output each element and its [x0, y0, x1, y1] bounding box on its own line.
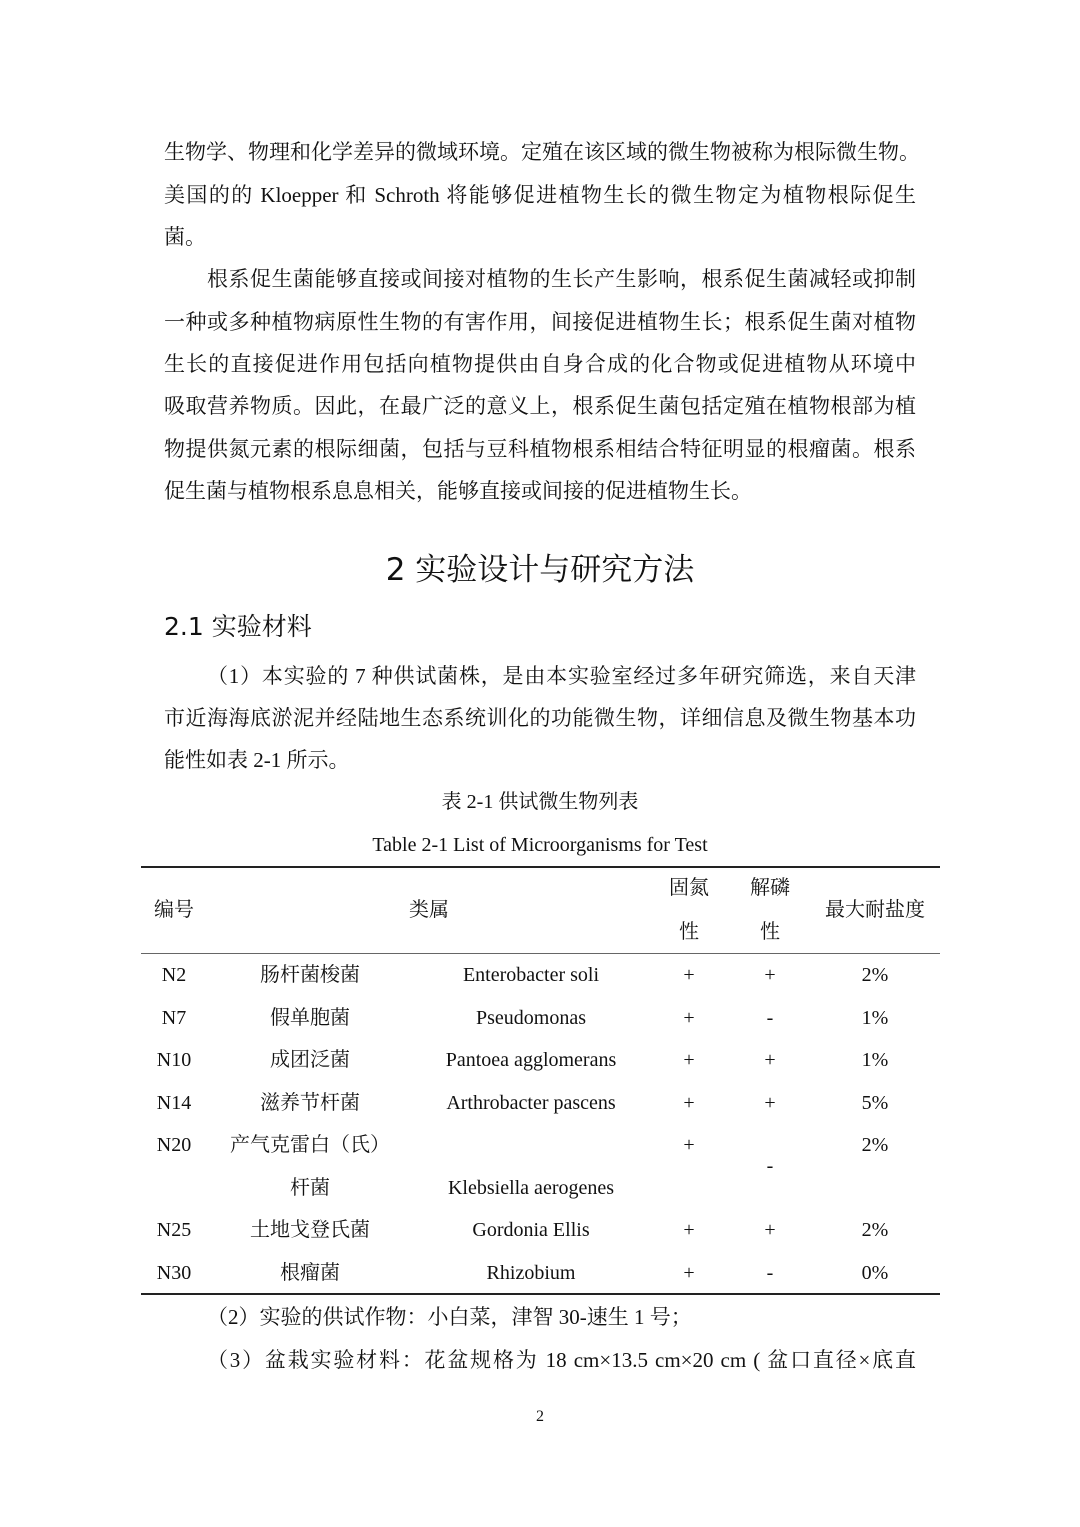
- cell-chinese-name: 滋养节杆菌: [260, 1092, 360, 1114]
- cell-id: N30: [156, 1262, 192, 1284]
- cell-max-salt-tolerance: 5%: [861, 1092, 889, 1114]
- paragraph-line: （1）本实验的 7 种供试菌株，是由本实验室经过多年研究筛选，来自天津: [207, 664, 916, 688]
- cell-latin-name: Pseudomonas: [476, 1007, 586, 1029]
- cell-id: N20: [156, 1134, 192, 1156]
- cell-latin-name: Klebsiella aerogenes: [447, 1177, 615, 1199]
- cell-id: N7: [161, 1007, 187, 1029]
- section-heading: 2 实验设计与研究方法: [385, 552, 695, 588]
- table-top-rule: [141, 866, 940, 868]
- paragraph-line: 一种或多种植物病原性生物的有害作用，间接促进植物生长；根系促生菌对植物: [164, 310, 916, 334]
- cell-phosphate-solubilization: -: [766, 1007, 774, 1029]
- cell-latin-name: Gordonia Ellis: [472, 1219, 590, 1241]
- header-nfix: 固氮: [669, 877, 709, 899]
- cell-nitrogen-fixation: +: [683, 1219, 695, 1241]
- paragraph-line: 美国的的 Kloepper 和 Schroth 将能够促进植物生长的微生物定为植物根际促生: [164, 183, 916, 207]
- subsection-heading: 2.1 实验材料: [164, 612, 312, 641]
- cell-nitrogen-fixation: +: [683, 1262, 695, 1284]
- cell-max-salt-tolerance: 2%: [861, 1219, 889, 1241]
- paragraph-line: 根系促生菌能够直接或间接对植物的生长产生影响，根系促生菌减轻或抑制: [207, 267, 916, 291]
- header-psol: 解磷: [750, 877, 790, 899]
- header-salt: 最大耐盐度: [825, 899, 925, 921]
- cell-phosphate-solubilization: +: [764, 1049, 776, 1071]
- cell-nitrogen-fixation: +: [683, 1049, 695, 1071]
- header-genus: 类属: [409, 899, 449, 921]
- paragraph-line: 促生菌与植物根系息息相关，能够直接或间接的促进植物生长。: [164, 479, 752, 503]
- paragraph-line: （2）实验的供试作物：小白菜，津智 30-速生 1 号；: [207, 1305, 692, 1329]
- cell-id: N25: [156, 1219, 192, 1241]
- header-psol-2: 性: [760, 921, 780, 943]
- paragraph-line: 吸取营养物质。因此，在最广泛的意义上，根系促生菌包括定殖在植物根部为植: [164, 394, 916, 418]
- cell-latin-name: Rhizobium: [486, 1262, 576, 1284]
- cell-phosphate-solubilization: +: [764, 1219, 776, 1241]
- cell-chinese-name-cont: 杆菌: [290, 1177, 330, 1199]
- cell-id: N14: [156, 1092, 192, 1114]
- cell-chinese-name: 成团泛菌: [270, 1049, 350, 1071]
- cell-nitrogen-fixation: +: [683, 964, 695, 986]
- header-id: 编号: [154, 899, 194, 921]
- cell-chinese-name: 肠杆菌梭菌: [260, 964, 360, 986]
- cell-chinese-name: 根瘤菌: [280, 1262, 340, 1284]
- cell-nitrogen-fixation: +: [683, 1134, 695, 1156]
- table-header-rule: [141, 953, 940, 954]
- cell-max-salt-tolerance: 0%: [861, 1262, 889, 1284]
- cell-phosphate-solubilization: +: [764, 964, 776, 986]
- paragraph-line: 菌。: [164, 225, 206, 249]
- cell-chinese-name: 产气克雷白（氏）: [230, 1134, 390, 1156]
- cell-nitrogen-fixation: +: [683, 1092, 695, 1114]
- table-caption-en: Table 2-1 List of Microorganisms for Test: [372, 834, 708, 856]
- page-number: 2: [536, 1408, 544, 1425]
- cell-max-salt-tolerance: 1%: [861, 1007, 889, 1029]
- cell-phosphate-solubilization: +: [764, 1092, 776, 1114]
- cell-max-salt-tolerance: 1%: [861, 1049, 889, 1071]
- cell-id: N2: [161, 964, 187, 986]
- cell-max-salt-tolerance: 2%: [861, 964, 889, 986]
- cell-latin-name: Arthrobacter pascens: [446, 1092, 616, 1114]
- cell-latin-name: Pantoea agglomerans: [445, 1049, 617, 1071]
- paragraph-line: 市近海海底淤泥并经陆地生态系统训化的功能微生物，详细信息及微生物基本功: [164, 706, 916, 730]
- paragraph-line: 能性如表 2-1 所示。: [164, 748, 350, 772]
- cell-chinese-name: 假单胞菌: [270, 1007, 350, 1029]
- paragraph-line: 物提供氮元素的根际细菌，包括与豆科植物根系相结合特征明显的根瘤菌。根系: [164, 437, 916, 461]
- table-caption-cn: 表 2-1 供试微生物列表: [441, 791, 639, 813]
- cell-phosphate-solubilization: -: [766, 1262, 774, 1284]
- cell-max-salt-tolerance: 2%: [861, 1134, 889, 1156]
- cell-id: N10: [156, 1049, 192, 1071]
- cell-chinese-name: 土地戈登氏菌: [250, 1219, 370, 1241]
- paragraph-line: 生物学、物理和化学差异的微域环境。定殖在该区域的微生物被称为根际微生物。: [164, 140, 920, 164]
- cell-latin-name: Enterobacter soli: [462, 964, 600, 986]
- paragraph-line: 生长的直接促进作用包括向植物提供由自身合成的化合物或促进植物从环境中: [164, 352, 916, 376]
- cell-nitrogen-fixation: +: [683, 1007, 695, 1029]
- header-nfix-2: 性: [679, 921, 699, 943]
- table-bottom-rule: [141, 1293, 940, 1295]
- paragraph-line: （3）盆栽实验材料：花盆规格为 18 cm×13.5 cm×20 cm ( 盆口直径×底直: [207, 1348, 916, 1372]
- cell-phosphate-solubilization: -: [766, 1155, 774, 1177]
